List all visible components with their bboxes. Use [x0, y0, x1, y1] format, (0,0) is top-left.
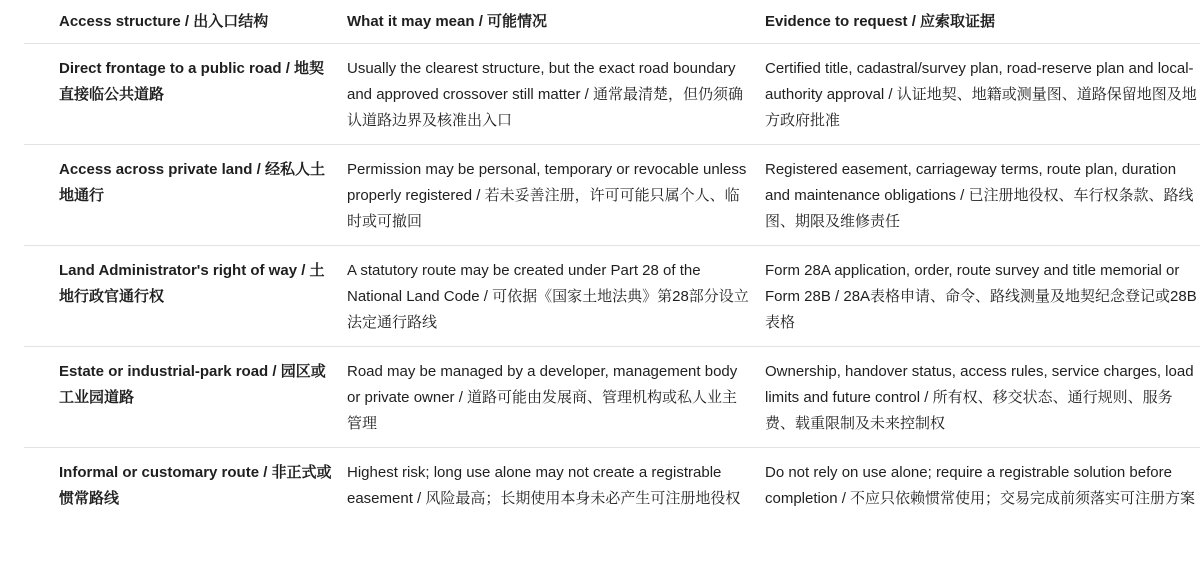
row-evidence-to-request: Registered easement, carriageway terms, route plan, duration and maintenance obligations / 已注册地役权、车行权条款、路线图、期限及维修责任 — [765, 161, 1194, 230]
row-evidence-to-request: Certified title, cadastral/survey plan, road-reserve plan and local-authority approval / 认证地契、地籍或测量图、道路保留地图及地方政府批准 — [765, 60, 1197, 129]
row-evidence-to-request: Ownership, handover status, access rules, service charges, load limits and future control / 所有权、移交状态、通行规则、服务费、载重限制及未来控制权 — [765, 363, 1194, 432]
row-what-it-may-mean: Permission may be personal, temporary or revocable unless properly registered / 若未妥善注册，许可可能只属个人、临时或可撤回 — [347, 161, 747, 230]
table-row — [24, 246, 1200, 347]
table-row — [24, 44, 1200, 145]
row-access-structure: Access across private land / 经私人土地通行 — [59, 161, 325, 204]
row-what-it-may-mean: Road may be managed by a developer, management body or private owner / 道路可能由发展商、管理机构或私人业主管理 — [347, 363, 738, 432]
table-row — [24, 145, 1200, 246]
row-access-structure: Informal or customary route / 非正式或惯常路线 — [59, 464, 332, 507]
table-row — [24, 347, 1200, 448]
access-structure-table — [24, 0, 1200, 549]
row-access-structure: Land Administrator's right of way / 土地行政官通行权 — [59, 262, 325, 305]
header-access-structure: Access structure / 出入口结构 — [59, 13, 269, 30]
row-what-it-may-mean: A statutory route may be created under Part 28 of the National Land Code / 可依据《国家土地法典》第28部分设立法定通行路线 — [347, 262, 749, 331]
table-header-row — [24, 0, 1200, 44]
table-row — [24, 448, 1200, 549]
header-evidence-to-request: Evidence to request / 应索取证据 — [765, 13, 996, 30]
row-what-it-may-mean: Highest risk; long use alone may not create a registrable easement / 风险最高；长期使用本身未必产生可注册地役权 — [347, 464, 741, 507]
header-what-it-may-mean: What it may mean / 可能情况 — [347, 13, 548, 30]
row-evidence-to-request: Do not rely on use alone; require a registrable solution before completion / 不应只依赖惯常使用；交易完成前须落实可注册方案 — [765, 464, 1196, 507]
row-access-structure: Direct frontage to a public road / 地契直接临公共道路 — [59, 60, 325, 103]
row-access-structure: Estate or industrial-park road / 园区或工业园道路 — [59, 363, 326, 406]
row-what-it-may-mean: Usually the clearest structure, but the exact road boundary and approved crossover still matter / 通常最清楚，但仍须确认道路边界及核准出入口 — [347, 60, 743, 129]
row-evidence-to-request: Form 28A application, order, route survey and title memorial or Form 28B / 28A表格申请、命令、路线测量及地契纪念登记或28B表格 — [765, 262, 1197, 331]
